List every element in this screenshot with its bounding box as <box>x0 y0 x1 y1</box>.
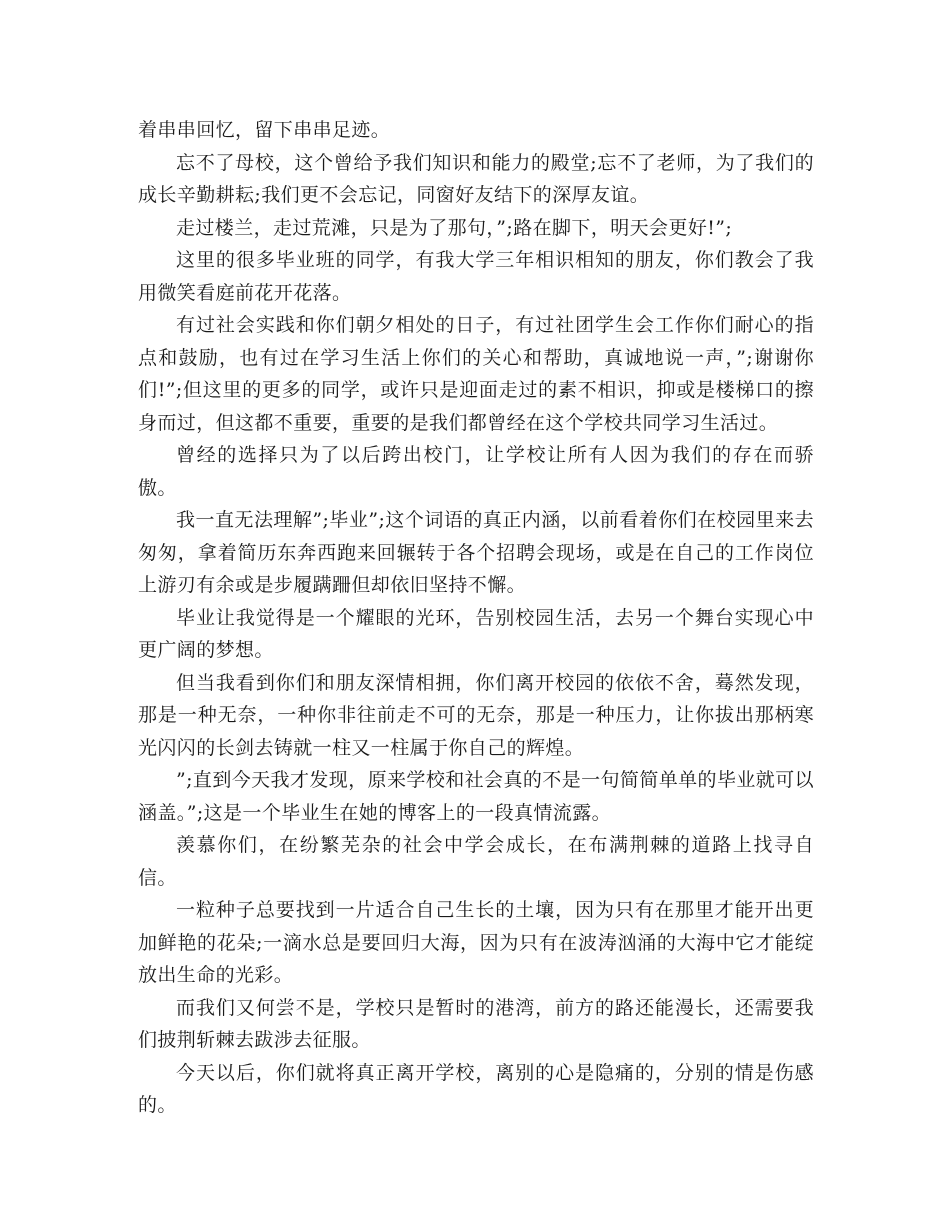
paragraph: 一粒种子总要找到一片适合自己生长的土壤，因为只有在那里才能开出更加鲜艳的花朵;一滴水总是要回归大海，因为只有在波涛汹涌的大海中它才能绽放出生命的光彩。 <box>138 899 814 986</box>
paragraph: 曾经的选择只为了以后跨出校门，让学校让所有人因为我们的存在而骄傲。 <box>138 444 814 499</box>
paragraph: 着串串回忆，留下串串足迹。 <box>138 119 391 141</box>
paragraph: 有过社会实践和你们朝夕相处的日子，有过社团学生会工作你们耐心的指点和鼓励，也有过在学习生活上你们的关心和帮助，真诚地说一声，”;谢谢你们!”;但这里的更多的同学，或许只是迎面走过的素不相识，抑或是楼梯口的擦身而过，但这都不重要，重要的是我们都曾经在这个学校共同学习生活过。 <box>138 314 814 434</box>
paragraph: 我一直无法理解”;毕业”;这个词语的真正内涵，以前看着你们在校园里来去匆匆，拿着简历东奔西跑来回辗转于各个招聘会现场，或是在自己的工作岗位上游刃有余或是步履蹒跚但却依旧坚持不懈。 <box>138 509 814 596</box>
paragraph: 这里的很多毕业班的同学，有我大学三年相识相知的朋友，你们教会了我用微笑看庭前花开花落。 <box>138 249 814 304</box>
paragraph: 走过楼兰，走过荒滩，只是为了那句，”;路在脚下，明天会更好!”; <box>176 216 733 239</box>
paragraph: 忘不了母校，这个曾给予我们知识和能力的殿堂;忘不了老师，为了我们的成长辛勤耕耘;我们更不会忘记，同窗好友结下的深厚友谊。 <box>138 151 814 206</box>
paragraph: 而我们又何尝不是，学校只是暂时的港湾，前方的路还能漫长，还需要我们披荆斩棘去跋涉去征服。 <box>138 996 814 1051</box>
paragraph: 但当我看到你们和朋友深情相拥，你们离开校园的依依不舍，蓦然发现，那是一种无奈，一种你非往前走不可的无奈，那是一种压力，让你拔出那柄寒光闪闪的长剑去铸就一柱又一柱属于你自己的辉煌。 <box>138 671 814 759</box>
document-body <box>138 114 814 1122</box>
paragraph: ”;直到今天我才发现，原来学校和社会真的不是一句简简单单的毕业就可以涵盖。”;这是一个毕业生在她的博客上的一段真情流露。 <box>138 769 814 824</box>
paragraph: 今天以后，你们就将真正离开学校，离别的心是隐痛的，分别的情是伤感的。 <box>138 1061 814 1116</box>
paragraph: 毕业让我觉得是一个耀眼的光环，告别校园生活，去另一个舞台实现心中更广阔的梦想。 <box>138 606 814 661</box>
paragraph: 羡慕你们，在纷繁芜杂的社会中学会成长，在布满荆棘的道路上找寻自信。 <box>138 834 814 889</box>
